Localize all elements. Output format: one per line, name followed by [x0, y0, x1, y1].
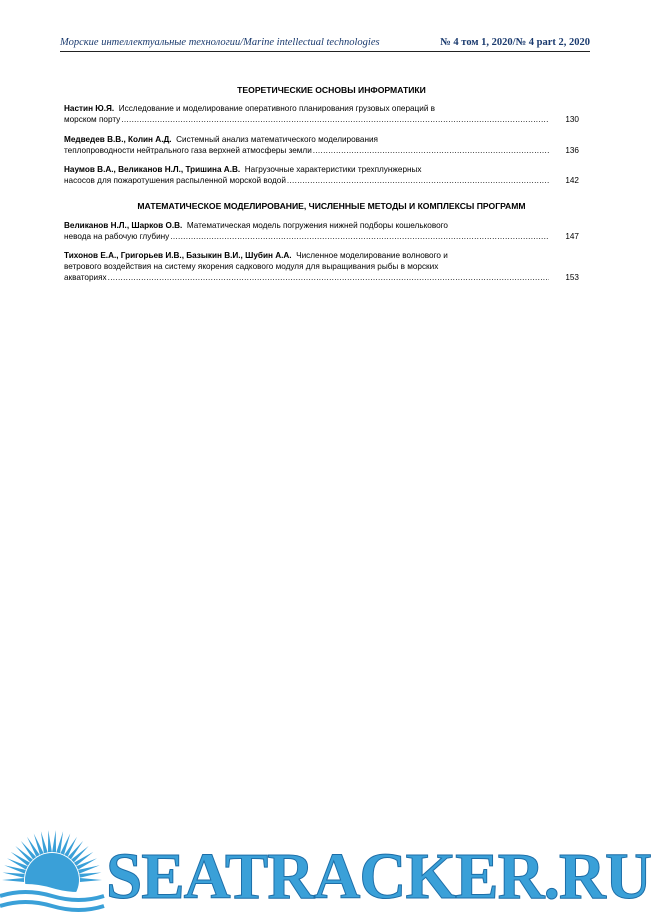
toc-entry[interactable] [64, 220, 579, 242]
entry-title: Исследование и моделирование оперативного планирования грузовых операций в [118, 104, 436, 113]
entry-title: Математическая модель погружения нижней подборы кошелькового [186, 221, 448, 230]
leader-dots [170, 231, 549, 242]
toc-entry[interactable] [64, 103, 579, 125]
entry-title: Системный анализ математического моделирования [176, 135, 378, 144]
watermark-logo [0, 818, 663, 919]
entry-title-cont: ветрового воздействия на систему якорения садкового модуля для выращивания рыбы в морских [64, 262, 439, 271]
entry-authors: Великанов Н.Л., Шарков О.В. [64, 221, 183, 230]
issue-number: № 4 том 1, 2020/№ 4 part 2, 2020 [440, 37, 590, 48]
leader-dots [121, 114, 549, 125]
entry-title: Численное моделирование волнового и [296, 251, 448, 260]
leader-dots [313, 145, 549, 156]
leader-dots [287, 175, 549, 186]
watermark-text: SEATRACKER.RU [106, 840, 652, 913]
page-number: 142 [565, 176, 579, 185]
sun-wave-logo-icon [0, 830, 104, 919]
entry-authors: Тихонов Е.А., Григорьев И.В., Базыкин В.И., Шубин А.А. [64, 251, 292, 260]
toc-entry[interactable] [64, 134, 579, 156]
entry-title-end: акваториях [64, 273, 107, 282]
entry-authors: Наумов В.А., Великанов Н.Л., Тришина А.В. [64, 165, 241, 174]
page-number: 130 [565, 115, 579, 124]
page-number: 147 [565, 232, 579, 241]
journal-title: Морские интеллектуальные технологии/Marine intellectual technologies [60, 37, 380, 48]
entry-title-end: невода на рабочую глубину [64, 232, 170, 241]
entry-title-end: морском порту [64, 115, 121, 124]
entry-title: Нагрузочные характеристики трехплунжерных [244, 165, 422, 174]
entry-authors: Медведев В.В., Колин А.Д. [64, 135, 172, 144]
page-number: 136 [565, 146, 579, 155]
running-header [60, 37, 590, 52]
entry-title-end: теплопроводности нейтрального газа верхней атмосферы земли [64, 146, 312, 155]
section-title: МАТЕМАТИЧЕСКОЕ МОДЕЛИРОВАНИЕ, ЧИСЛЕННЫЕ МЕТОДЫ И КОМПЛЕКСЫ ПРОГРАММ [137, 201, 526, 211]
toc-entry[interactable] [64, 250, 579, 283]
leader-dots [108, 272, 549, 283]
toc-entry[interactable] [64, 164, 579, 186]
entry-title-end: насосов для пожаротушения распыленной морской водой [64, 176, 286, 185]
section-title: ТЕОРЕТИЧЕСКИЕ ОСНОВЫ ИНФОРМАТИКИ [237, 85, 426, 95]
page-number: 153 [565, 273, 579, 282]
entry-authors: Настин Ю.Я. [64, 104, 115, 113]
